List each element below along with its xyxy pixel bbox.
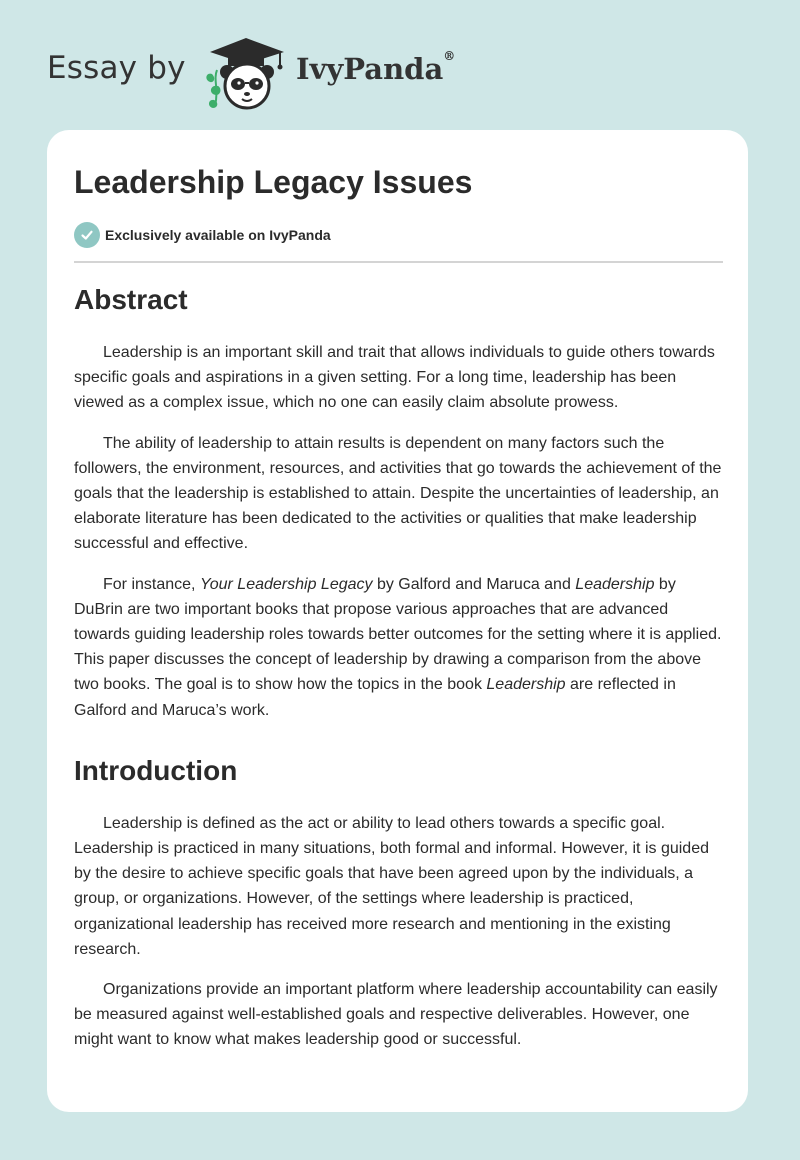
book-title: Leadership bbox=[486, 676, 566, 694]
section-heading: Abstract bbox=[74, 284, 188, 315]
badge-label: Exclusively available on IvyPanda bbox=[105, 227, 331, 243]
section-heading: Introduction bbox=[74, 754, 238, 786]
paragraph: Organizations provide an important platform where leadership accountability can easily be measured against well-established goals and respective deliverables. However, one might want to know what makes leadership good or successful. bbox=[74, 981, 718, 1049]
book-title: Your Leadership Legacy bbox=[199, 575, 373, 593]
essay-card bbox=[47, 130, 748, 1112]
article-body bbox=[74, 282, 726, 1053]
essay-by-label: Essay by bbox=[47, 50, 186, 86]
paragraph: The ability of leadership to attain results is dependent on many factors such the followers, the environment, resources, and activities that go towards the achievement of the goals that the leadership is established to attain. Despite the uncertainties of leadership, an elaborate literature has been dedicated to the activities or qualities that make leadership successful and effective. bbox=[74, 434, 722, 553]
panda-logo-icon[interactable] bbox=[200, 36, 292, 110]
page-title: Leadership Legacy Issues bbox=[74, 164, 473, 200]
paragraph: Leadership is an important skill and trait that allows individuals to guide others towards specific goals and aspirations in a given setting. For a long time, leadership has been viewed as a complex issue, which no one can easily claim absolute prowess. bbox=[74, 344, 715, 412]
paragraph: Leadership is defined as the act or ability to lead others towards a specific goal. Leadership is practiced in many situations, both formal and informal. However, it is guided by the desire to achieve specific goals that have been agreed upon by the individuals, a group, or organizations. However, of the settings where leadership is practiced, organizational leadership has received more research and mentioning in the existing research. bbox=[74, 814, 709, 958]
site-header bbox=[0, 0, 800, 130]
paragraph: For instance, Your Leadership Legacy by Galford and Maruca and Leadership by DuBrin are two important books that propose various approaches that are advanced towards guiding leadership roles towards better outcomes for the setting where it is applied. This paper discusses the concept of leadership by drawing a comparison from the above two books. The goal is to show how the topics in the book Leadership are reflected in Galford and Maruca’s work. bbox=[74, 575, 722, 719]
exclusive-badge bbox=[74, 222, 331, 248]
divider bbox=[74, 261, 723, 263]
brand-name[interactable]: IvyPanda® bbox=[296, 49, 456, 86]
checkmark-icon bbox=[74, 222, 100, 248]
book-title: Leadership bbox=[575, 575, 655, 593]
